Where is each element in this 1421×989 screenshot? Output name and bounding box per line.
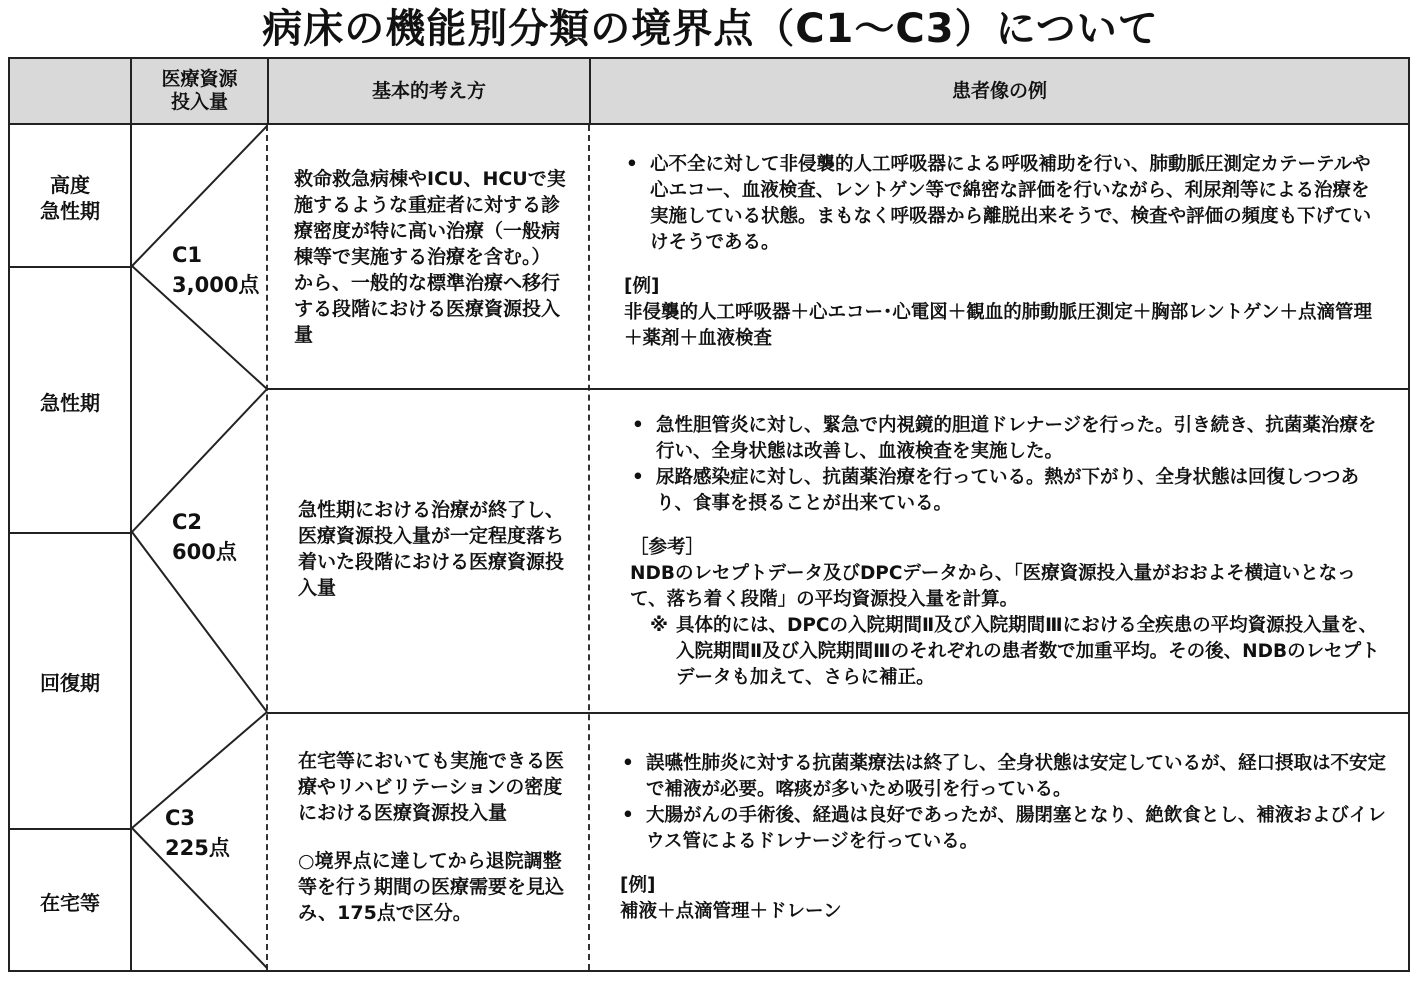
- block-text: 非侵襲的人工呼吸器＋心エコー･心電図＋観血的肺動脈圧測定＋胸部レントゲン＋点滴管理＋薬剤＋血液検査: [624, 302, 1373, 349]
- concept-c3-note: ○境界点に達してから退院調整等を行う期間の医療需要を見込み、175点で区分。: [298, 850, 565, 924]
- example-bullet: • 心不全に対して非侵襲的人工呼吸器による呼吸補助を行い、肺動脈圧測定カテーテルや心エコー、血液検査、レントゲン等で綿密な評価を行いながら、利尿剤等による治療を実施している状態。まもなく呼吸器から離脱出来そうで、検査や評価の頻度も下げていけそうである。: [624, 152, 1384, 256]
- example-block: [620, 873, 1388, 925]
- boundary-c3-label: [165, 803, 230, 863]
- concept-c3: [298, 748, 564, 926]
- stage-label-high-acute: 高度 急性期: [40, 173, 100, 223]
- block-text: 補液＋点滴管理＋ドレーン: [620, 901, 842, 922]
- examples-c3: [620, 751, 1388, 925]
- concept-c3-main: 在宅等においても実施できる医療やリハビリテーションの密度における医療資源投入量: [298, 750, 565, 824]
- boundary-points: 225点: [165, 836, 230, 860]
- concept-c1: 救命救急病棟やICU、HCUで実施するような重症者に対する診療密度が特に高い治療（一般病棟等で実施する治療を含む。）から、一般的な標準治療へ移行する段階における医療資源投入量: [294, 168, 566, 346]
- example-bullet: • 誤嚥性肺炎に対する抗菌薬療法は終了し、全身状態は安定しているが、経口摂取は不安定で補液が必要。喀痰が多いため吸引を行っている。: [620, 751, 1388, 803]
- block-text: NDBのレセプトデータ及びDPCデータから、「医療資源投入量がおおよそ横這いとなって、落ち着く段階」の平均資源投入量を計算。: [630, 563, 1356, 610]
- stage-label-home: 在宅等: [40, 891, 100, 915]
- block-label: [例]: [624, 276, 660, 297]
- header-patient-examples: 患者像の例: [951, 79, 1047, 102]
- header-basic-concept: 基本的考え方: [371, 79, 486, 102]
- note-mark: ※: [650, 615, 668, 636]
- examples-c2: [630, 413, 1392, 691]
- boundary-c2-label: [172, 507, 237, 567]
- block-label: [例]: [620, 875, 656, 896]
- example-bullet: • 急性胆管炎に対し、緊急で内視鏡的胆道ドレナージを行った。引き続き、抗菌薬治療を行い、全身状態は改善し、血液検査を実施した。: [630, 413, 1392, 465]
- header-resource-input: 医療資源 投入量: [161, 68, 238, 113]
- boundary-code: C1: [172, 243, 203, 267]
- concept-c2: 急性期における治療が終了し、医療資源投入量が一定程度落ち着いた段階における医療資源投入量: [298, 499, 565, 599]
- boundary-code: C2: [172, 510, 203, 534]
- examples-c1: [624, 152, 1384, 352]
- boundary-c1-label: [172, 240, 259, 300]
- example-bullet: • 大腸がんの手術後、経過は良好であったが、腸閉塞となり、絶飲食とし、補液およびイレウス管によるドレナージを行っている。: [620, 803, 1388, 855]
- reference-block: [630, 535, 1392, 691]
- stage-label-acute: 急性期: [40, 391, 100, 415]
- block-label: ［参考］: [630, 537, 705, 558]
- boundary-points: 600点: [172, 540, 237, 564]
- boundary-points: 3,000点: [172, 273, 260, 297]
- stage-label-recovery: 回復期: [40, 671, 100, 695]
- boundary-code: C3: [165, 806, 196, 830]
- reference-note: [650, 613, 1392, 691]
- example-block: [624, 274, 1384, 352]
- example-bullet: • 尿路感染症に対し、抗菌薬治療を行っている。熱が下がり、全身状態は回復しつつあり、食事を摂ることが出来ている。: [630, 465, 1392, 517]
- page-title: 病床の機能別分類の境界点（C1～C3）について: [262, 6, 1159, 52]
- note-text: 具体的には、DPCの入院期間Ⅱ及び入院期間Ⅲにおける全疾患の平均資源投入量を、入院期間Ⅱ及び入院期間Ⅲのそれぞれの患者数で加重平均。その後、NDBのレセプトデータも加えて、さらに補正。: [676, 615, 1380, 688]
